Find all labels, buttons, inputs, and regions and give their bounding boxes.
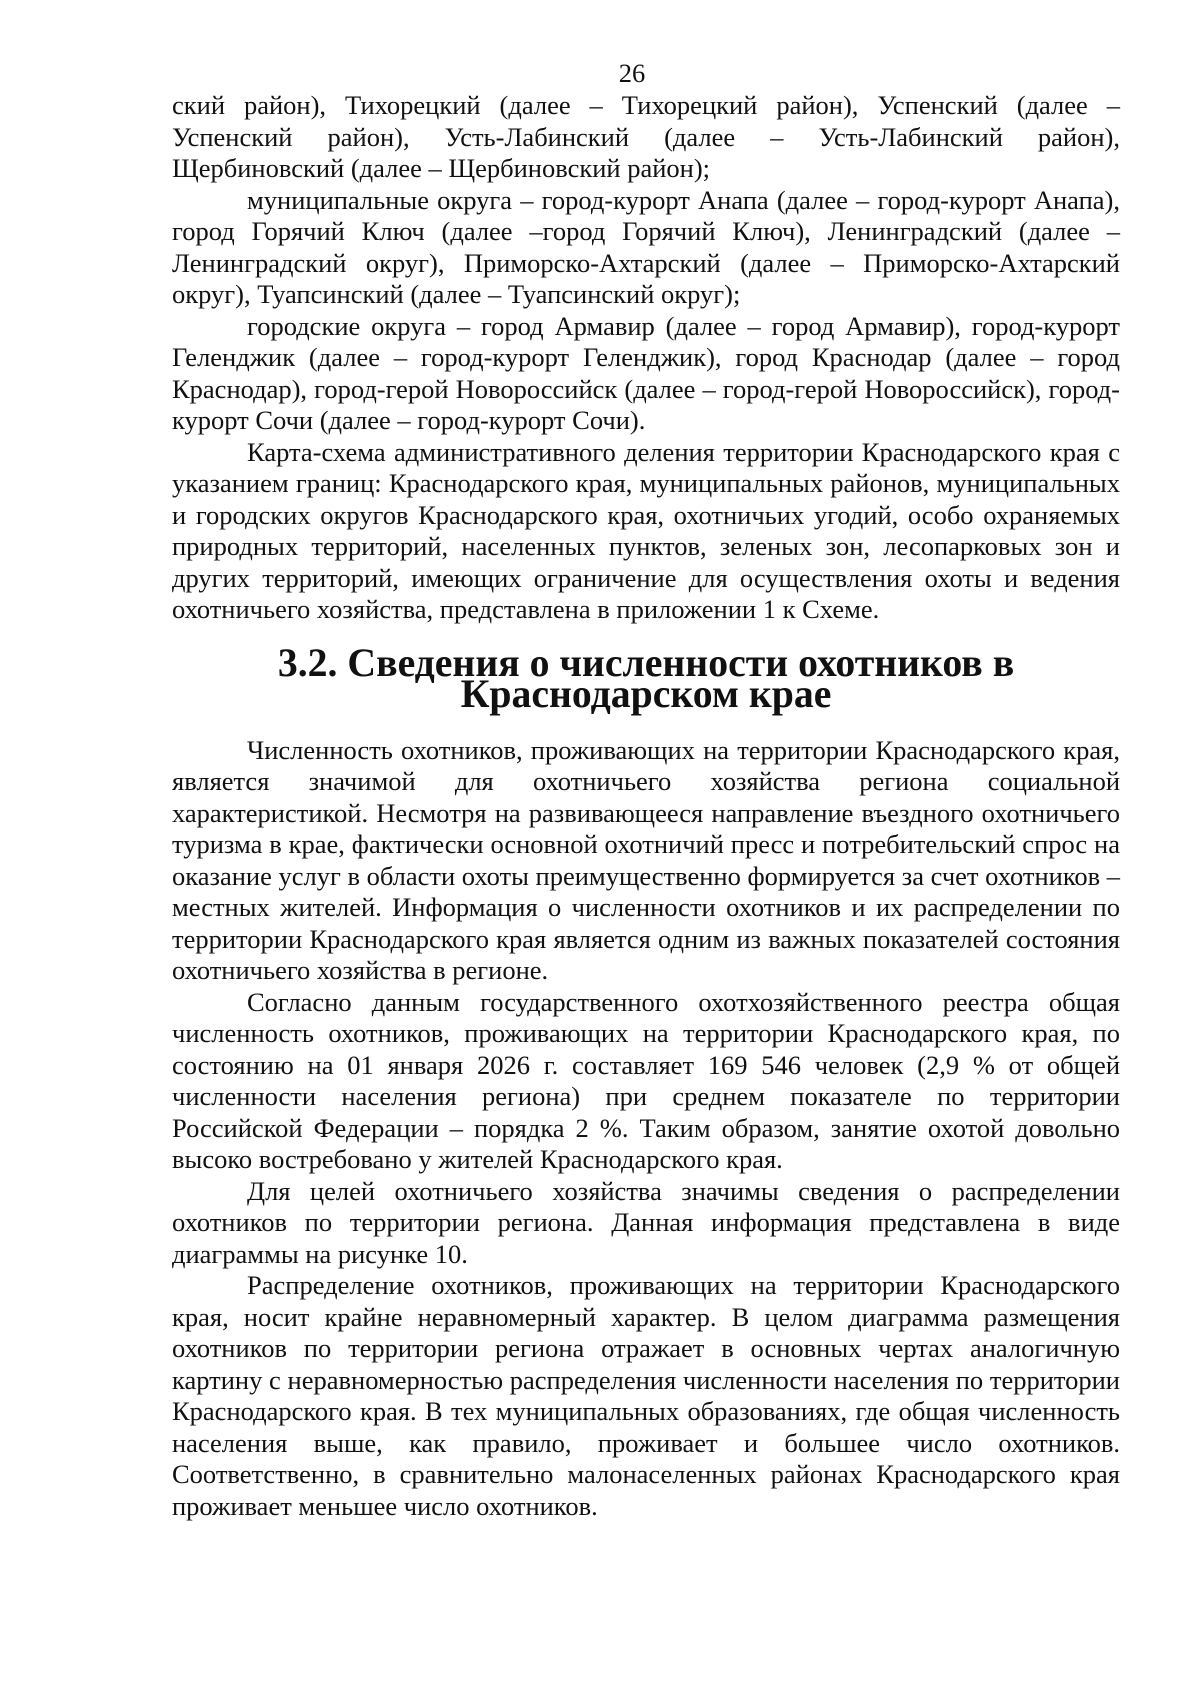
document-body bbox=[172, 90, 1120, 1522]
paragraph-hunter-registry-stats: Согласно данным государственного охотхозяйственного реестра общая численность охотников, проживающих на территории Краснодарского края, по состоянию на 01 января 2026 г. составляет 169 546 человек (2,9 % от общей численности населения региона) при среднем показателе по территории Российской Федерации – порядка 2 %. Таким образом, занятие охотой довольно высоко востребовано у жителей Краснодарского края. bbox=[172, 986, 1120, 1174]
paragraph-municipal-districts: муниципальные округа – город-курорт Анапа (далее – город-курорт Анапа), город Горячий Ключ (далее –город Горячий Ключ), Ленинградский (далее – Ленинградский округ), Приморско-Ахтарский (далее – Приморско-Ахтарский округ), Туапсинский (далее – Туапсинский округ); bbox=[172, 184, 1120, 309]
paragraph-district-list-end: ский район), Тихорецкий (далее – Тихорецкий район), Успенский (далее – Успенский район), Усть-Лабинский (далее – Усть-Лабинский район), Щербиновский (далее – Щербиновский район); bbox=[172, 90, 1120, 183]
paragraph-distribution-reference: Для целей охотничьего хозяйства значимы сведения о распределении охотников по территории региона. Данная информация представлена в виде диаграммы на рисунке 10. bbox=[172, 1175, 1120, 1269]
paragraph-distribution-uneven: Распределение охотников, проживающих на территории Краснодарского края, носит крайне неравномерный характер. В целом диаграмма размещения охотников по территории региона отражает в основных чертах аналогичную картину с неравномерностью распределения численности населения по территории Краснодарского края. В тех муниципальных образованиях, где общая численность населения выше, как правило, проживает и большее число охотников. Соответственно, в сравнительно малонаселенных районах Краснодарского края проживает меньшее число охотников. bbox=[172, 1270, 1120, 1521]
paragraph-hunter-number-intro: Численность охотников, проживающих на территории Краснодарского края, является значимой для охотничьего хозяйства региона социальной характеристикой. Несмотря на развивающееся направление въездного охотничьего туризма в крае, фактически основной охотничий пресс и потребительский спрос на оказание услуг в области охоты преимущественно формируется за счет охотников – местных жителей. Информация о численности охотников и их распределении по территории Краснодарского края является одним из важных показателей состояния охотничьего хозяйства в регионе. bbox=[172, 734, 1120, 985]
section-heading: 3.2. Сведения о численности охотников в Краснодарском крае bbox=[277, 640, 1015, 716]
paragraph-city-districts: городские округа – город Армавир (далее – город Армавир), город-курорт Геленджик (далее – город-курорт Геленджик), город Краснодар (далее – город Краснодар), город-герой Новороссийск (далее – город-герой Новороссийск), город-курорт Сочи (далее – город-курорт Сочи). bbox=[172, 310, 1120, 435]
page-number: 26 bbox=[618, 58, 646, 88]
paragraph-map-scheme: Карта-схема административного деления территории Краснодарского края с указанием границ: Краснодарского края, муниципальных районов, муниципальных и городских округов Краснодарского края, охотничьих угодий, особо охраняемых природных территорий, населенных пунктов, зеленых зон, лесопарковых зон и других территорий, имеющих ограничение для осуществления охоты и ведения охотничьего хозяйства, представлена в приложении 1 к Схеме. bbox=[172, 436, 1120, 624]
